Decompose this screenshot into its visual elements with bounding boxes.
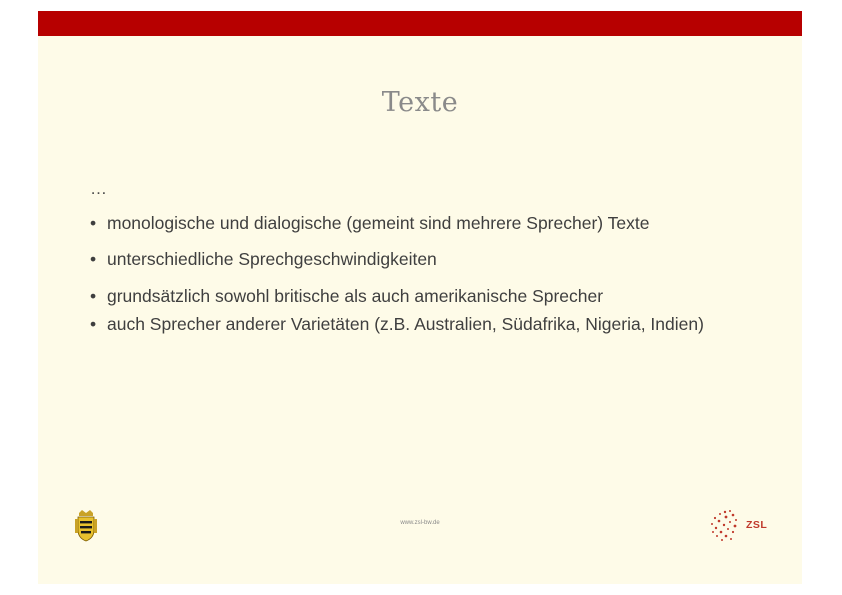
coat-of-arms-icon [75,510,97,542]
list-item-text: auch Sprecher anderer Varietäten (z.B. Australien, Südafrika, Nigeria, Indien) [107,314,704,334]
bullet-icon: • [90,213,97,233]
bullet-icon: • [90,314,97,334]
bullet-icon: • [90,249,97,269]
list-item [90,313,730,336]
bullet-icon: • [90,286,97,306]
slide [38,11,802,584]
list-item [90,248,730,271]
bullet-list [90,212,730,336]
zsl-logo-text: ZSL [746,519,768,531]
footer-url: www.zsl-bw.de [400,520,440,526]
list-item-text: unterschiedliche Sprechgeschwindigkeiten [107,249,437,269]
list-item-text: grundsätzlich sowohl britische als auch amerikanische Sprecher [107,286,604,306]
header-bar [38,11,802,36]
list-item [90,212,730,235]
list-item [90,285,730,308]
ellipsis-text: … [90,179,107,198]
slide-title: Texte [381,87,459,118]
list-item-text: monologische und dialogische (gemeint sind mehrere Sprecher) Texte [107,213,650,233]
